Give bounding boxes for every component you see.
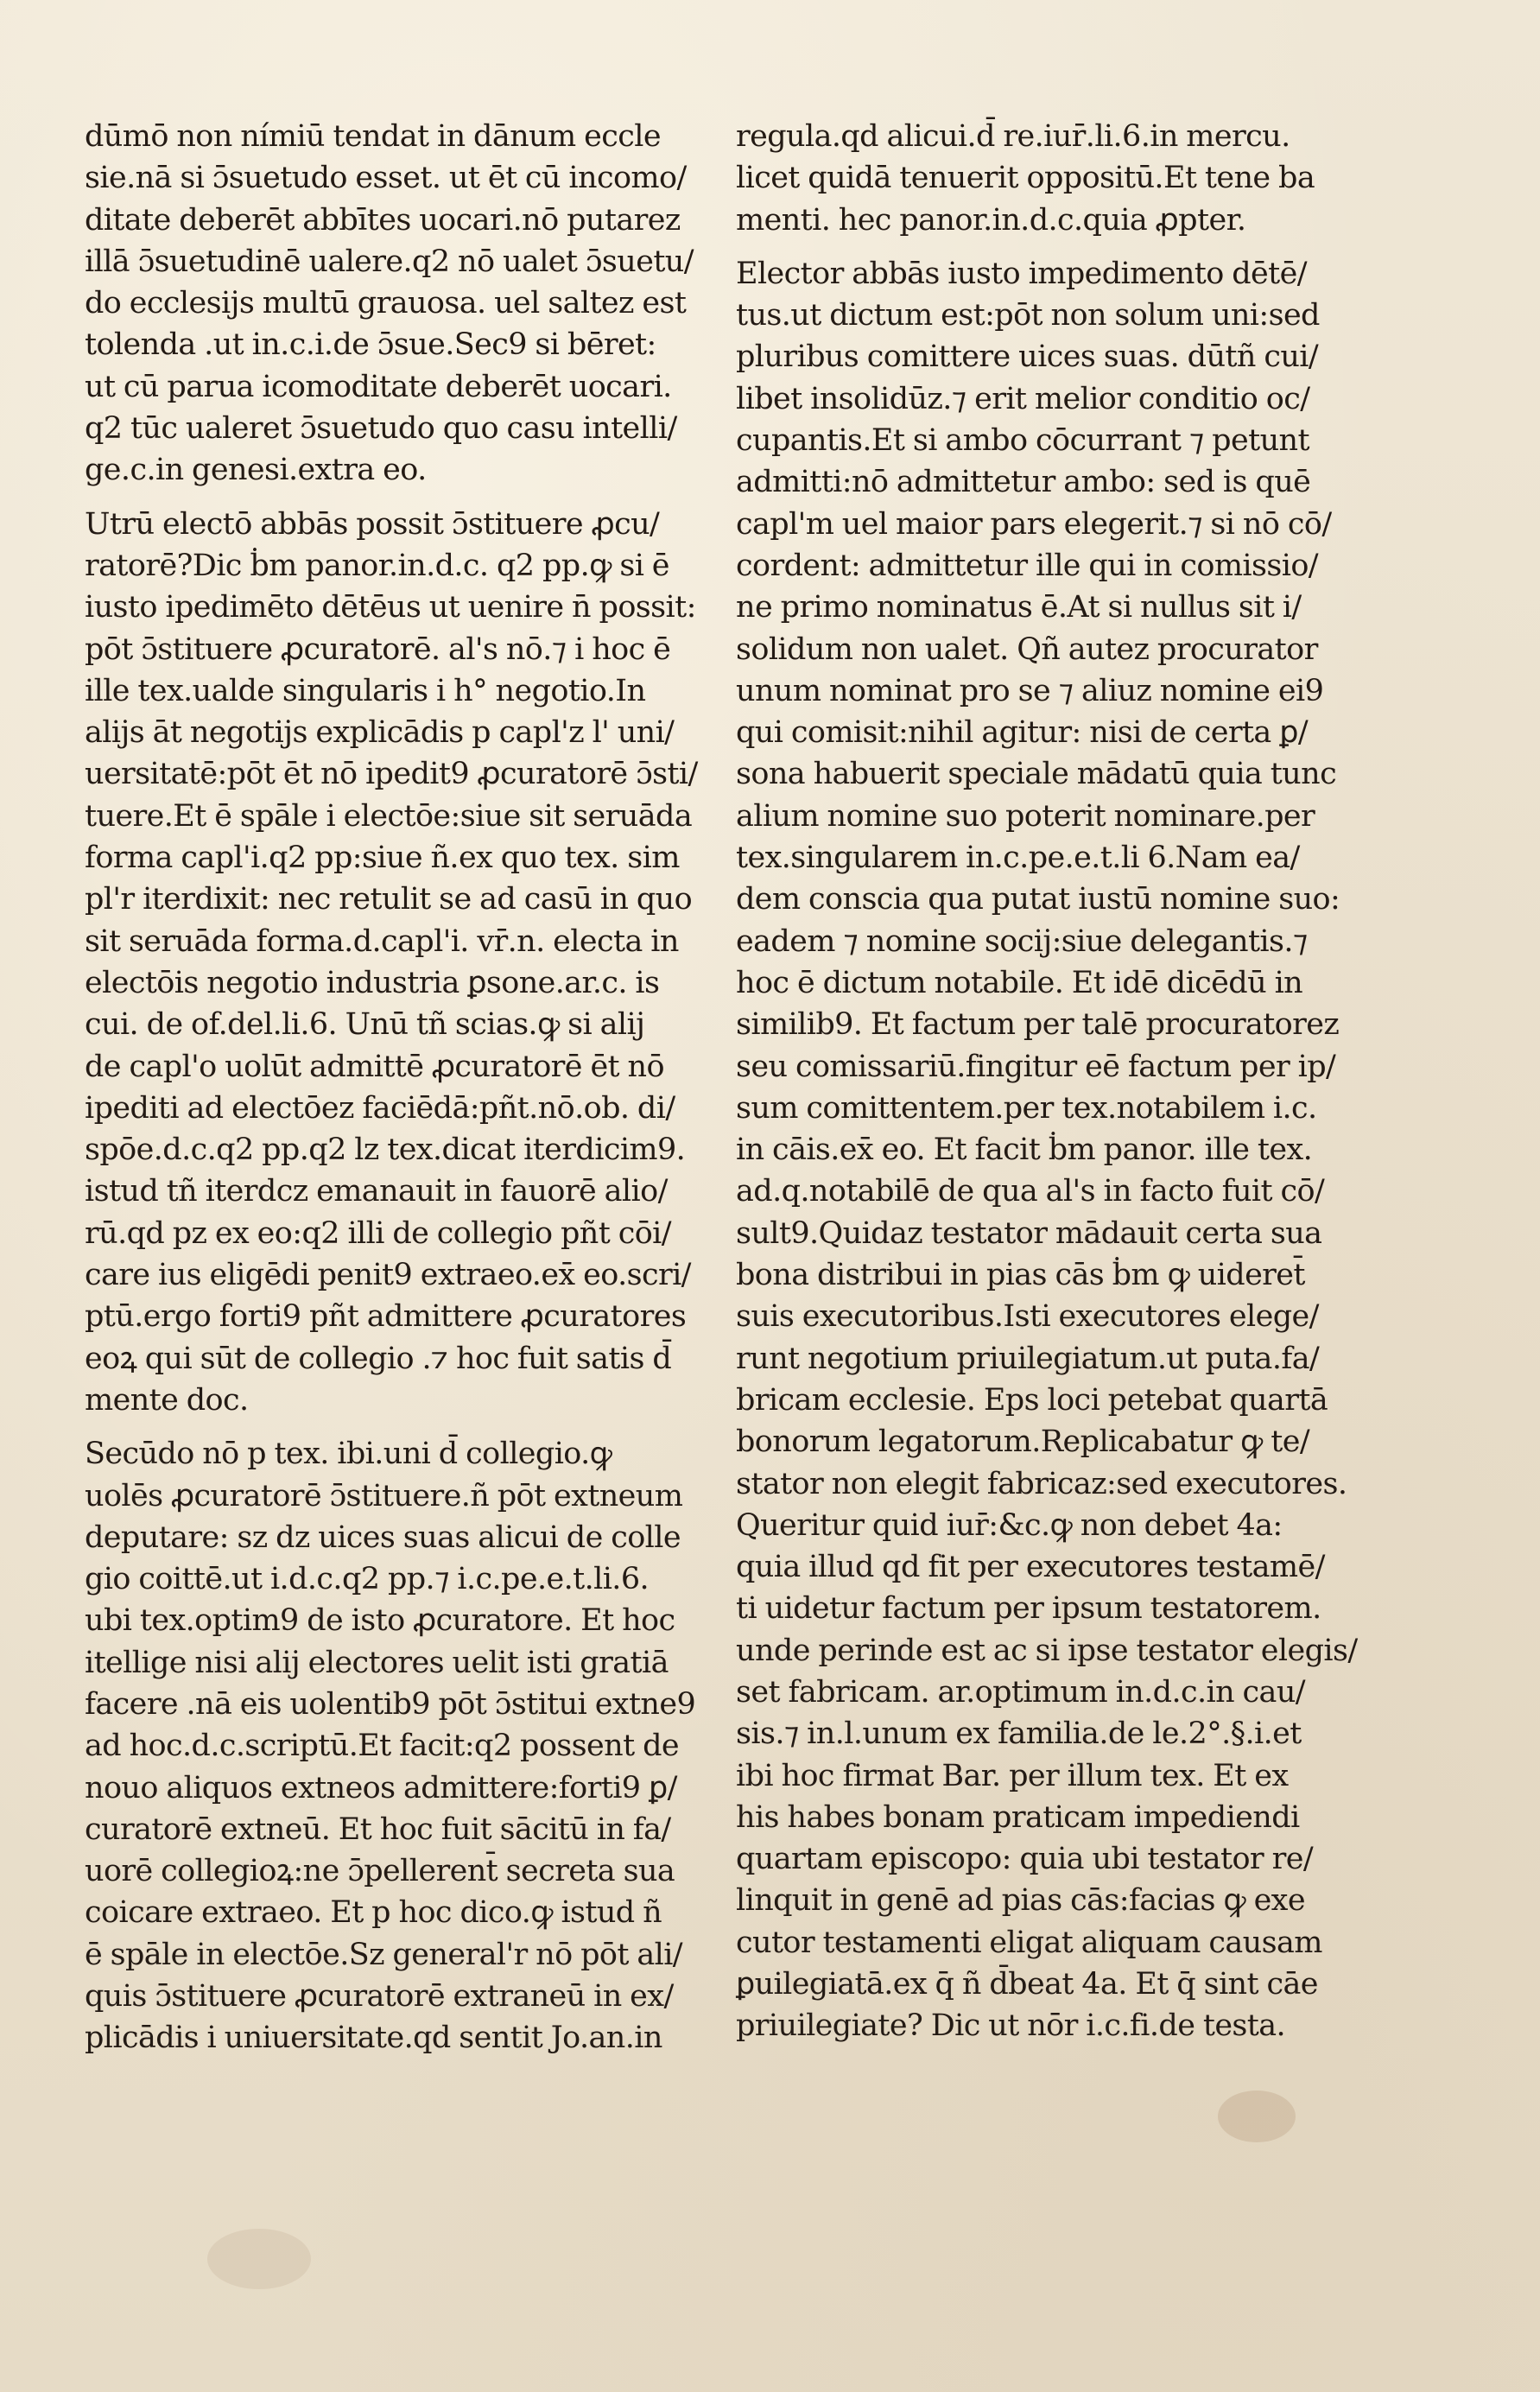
text-line: quartam episcopo: quia ubi testator re/	[736, 1842, 1314, 1877]
text-line: ad.q.notabilē de qua al's in facto fuit cō/	[736, 1174, 1325, 1209]
text-line: pl'r iterdixit: nec retulit se ad casū in quo	[85, 882, 693, 917]
text-line: ꝑuilegiatā.ex q̄ ñ d̄beat 4a. Et q̄ sint cāe	[736, 1967, 1318, 2002]
text-line: Utrū electō abbās possit ɔ̄stituere ꝓcu/	[85, 506, 660, 542]
paragraph-gap	[736, 241, 1384, 253]
text-line: regula.qd alicui.d̄ re.iur̄.li.6.in mercu.	[736, 119, 1290, 154]
text-line: his habes bonam praticam impediendi	[736, 1799, 1300, 1835]
text-line: forma capl'i.q2 pp:siue ñ.ex quo tex. sim	[85, 841, 680, 876]
text-line: bona distribui in pias cās ḃm ꝙ uideret̄	[736, 1258, 1305, 1293]
text-line: ge.c.in genesi.extra eo.	[85, 453, 427, 488]
text-line: similib9. Et factum per talē procuratorez	[736, 1007, 1340, 1043]
text-line: do ecclesijs multū grauosa. uel saltez est	[85, 286, 687, 321]
paragraph-gap	[85, 1421, 713, 1433]
text-line: q2 tūc ualeret ɔ̄suetudo quo casu intelli/	[85, 411, 677, 447]
text-line: spōe.d.c.q2 pp.q2 lz tex.dicat iterdicim9.	[85, 1133, 686, 1168]
text-line: deputare: sz dz uices suas alicui de colle	[85, 1520, 681, 1555]
paper-stain	[207, 2229, 311, 2289]
text-line: dūmō non nímiū tendat in dānum eccle	[85, 119, 661, 154]
text-line: tolenda .ut in.c.i.de ɔ̄sue.Sec9 si bēret:	[85, 327, 656, 363]
text-line: bricam ecclesie. Eps loci petebat quartā	[736, 1382, 1328, 1418]
text-line: tuere.Et ē spāle i electōe:siue sit seruāda	[85, 798, 693, 834]
text-line: suis executoribus.Isti executores elege/	[736, 1299, 1319, 1335]
text-line: in cāis.ex̄ eo. Et facit ḃm panor. ille tex.	[736, 1133, 1313, 1168]
paper-stain	[1218, 2091, 1296, 2142]
text-line: sona habuerit speciale mādatū quia tunc	[736, 757, 1337, 792]
text-line: sie.nā si ɔ̄suetudo esset. ut ēt cū incomo/	[85, 161, 687, 196]
text-line: curatorē extneū. Et hoc fuit sācitū in fa/	[85, 1811, 671, 1847]
text-line: uorē collegioꝝ:ne ɔ̄pellerent̄ secreta sua	[85, 1854, 675, 1889]
text-line: ipediti ad electōez faciēdā:pñt.nō.ob. di/	[85, 1090, 675, 1126]
text-line: ut cū parua icomoditate deberēt uocari.	[85, 369, 672, 404]
text-line: alijs āt negotijs explicādis p capl'z l' uni/	[85, 715, 675, 751]
text-line: hoc ē dictum notabile. Et idē dicēdū in	[736, 965, 1303, 1000]
text-line: ne primo nominatus ē.At si nullus sit i/	[736, 590, 1302, 625]
text-line: ē spāle in electōe.Sz general'r nō pōt ali/	[85, 1937, 682, 1972]
text-line: sult9.Quidaz testator mādauit certa sua	[736, 1215, 1322, 1251]
text-line: admitti:nō admittetur ambo: sed is quē	[736, 465, 1311, 500]
text-line: bonorum legatorum.Replicabatur ꝙ te/	[736, 1424, 1310, 1460]
text-line: libet insolidūz.⁊ erit melior conditio oc/	[736, 381, 1310, 416]
text-line: unum nominat pro se ⁊ aliuz nomine ei9	[736, 673, 1324, 708]
text-line: pluribus comittere uices suas. dūtñ cui/	[736, 339, 1319, 375]
text-line: solidum non ualet. Qñ autez procurator	[736, 631, 1318, 667]
text-line: eoꝝ qui sūt de collegio .⁊ hoc fuit satis d̄	[85, 1341, 672, 1376]
text-line: sum comittentem.per tex.notabilem i.c.	[736, 1090, 1317, 1126]
paragraph-gap	[85, 492, 713, 504]
text-line: uersitatē:pōt ēt nō ipedit9 ꝓcuratorē ɔ̄sti/	[85, 757, 698, 792]
text-line: Secūdo nō p tex. ibi.uni d̄ collegio.ꝙ	[85, 1437, 612, 1472]
text-line: cordent: admittetur ille qui in comissio/	[736, 548, 1318, 583]
text-line: seu comissariū.fingitur eē factum per ip/	[736, 1049, 1336, 1084]
text-line: de capl'o uolūt admittē ꝓcuratorē ēt nō	[85, 1049, 664, 1084]
text-line: tex.singularem in.c.pe.e.t.li 6.Nam ea/	[736, 841, 1300, 876]
text-line: ubi tex.optim9 de isto ꝓcuratore. Et hoc	[85, 1603, 675, 1639]
text-line: iusto ipedimēto dētēus ut uenire n̄ possit:	[85, 590, 696, 625]
text-line: coicare extraeo. Et p hoc dico.ꝙ istud ñ	[85, 1895, 662, 1931]
text-line: eadem ⁊ nomine socij:siue delegantis.⁊	[736, 923, 1308, 959]
text-line: tus.ut dictum est:pōt non solum uni:sed	[736, 298, 1320, 333]
text-line: illā ɔ̄suetudinē ualere.q2 nō ualet ɔ̄suetu/	[85, 244, 694, 279]
text-line: cupantis.Et si ambo cōcurrant ⁊ petunt	[736, 423, 1309, 459]
text-line: set fabricam. ar.optimum in.d.c.in cau/	[736, 1674, 1305, 1710]
text-line: quis ɔ̄stituere ꝓcuratorē extraneū in ex/	[85, 1979, 674, 2014]
text-line: care ius eligēdi penit9 extraeo.ex̄ eo.scri/	[85, 1258, 691, 1293]
text-line: electōis negotio industria ꝑsone.ar.c. is	[85, 965, 660, 1000]
text-line: dem conscia qua putat iustū nomine suo:	[736, 882, 1340, 917]
text-line: sis.⁊ in.l.unum ex familia.de le.2°.§.i.et	[736, 1716, 1302, 1752]
text-line: plicādis i uniuersitate.qd sentit Jo.an.in	[85, 2021, 662, 2056]
text-line: licet quidā tenuerit oppositū.Et tene ba	[736, 161, 1315, 196]
text-line: ille tex.ualde singularis i h° negotio.In	[85, 673, 646, 708]
text-line: alium nomine suo poterit nominare.per	[736, 798, 1315, 834]
text-line: istud tñ iterdcz emanauit in fauorē alio/	[85, 1174, 668, 1209]
text-line: ibi hoc firmat Bar. per illum tex. Et ex	[736, 1758, 1289, 1793]
left-text-column	[85, 116, 713, 2059]
text-line: pōt ɔ̄stituere ꝓcuratorē. al's nō.⁊ i hoc ē	[85, 631, 671, 667]
text-line: mente doc.	[85, 1382, 249, 1418]
text-line: menti. hec panor.in.d.c.quia ꝓpter.	[736, 202, 1246, 238]
text-line: linquit in genē ad pias cās:facias ꝙ exe	[736, 1883, 1305, 1919]
text-line: ratorē?Dic ḃm panor.in.d.c. q2 pp.ꝙ si ē	[85, 548, 669, 583]
text-line: ditate deberēt abbītes uocari.nō putarez	[85, 202, 681, 238]
text-line: runt negotium priuilegiatum.ut puta.fa/	[736, 1341, 1320, 1376]
text-line: ad hoc.d.c.scriptū.Et facit:q2 possent de	[85, 1729, 679, 1764]
text-line: ti uidetur factum per ipsum testatorem.	[736, 1591, 1321, 1627]
text-line: uolēs ꝓcuratorē ɔ̄stituere.ñ pōt extneum	[85, 1478, 683, 1513]
text-line: stator non elegit fabricaz:sed executores.	[736, 1466, 1347, 1501]
text-line: quia illud qd fit per executores testamē/	[736, 1550, 1325, 1585]
text-line: Elector abbās iusto impedimento dētē/	[736, 256, 1307, 291]
text-line: cui. de of.del.li.6. Unū tñ scias.ꝙ si alij	[85, 1007, 645, 1043]
text-line: ptū.ergo forti9 pñt admittere ꝓcuratores	[85, 1299, 687, 1335]
text-line: itellige nisi alij electores uelit isti gratiā	[85, 1645, 669, 1680]
right-text-column	[736, 116, 1384, 2047]
text-line: unde perinde est ac si ipse testator elegis/	[736, 1633, 1358, 1668]
text-line: qui comisit:nihil agitur: nisi de certa ꝑ/	[736, 715, 1309, 751]
text-line: sit seruāda forma.d.capl'i. vr̄.n. electa in	[85, 923, 679, 959]
text-line: priuilegiate? Dic ut nōr i.c.fi.de testa.	[736, 2008, 1286, 2044]
text-line: cutor testamenti eligat aliquam causam	[736, 1925, 1322, 1960]
text-line: gio coittē.ut i.d.c.q2 pp.⁊ i.c.pe.e.t.li.6.	[85, 1562, 650, 1597]
text-line: capl'm uel maior pars elegerit.⁊ si nō cō/	[736, 506, 1332, 542]
text-line: nouo aliquos extneos admittere:forti9 ꝑ/	[85, 1770, 677, 1805]
text-line: rū.qd pz ex eo:q2 illi de collegio pñt cōi/	[85, 1215, 671, 1251]
text-line: Queritur quid iur̄:&c.ꝙ non debet 4a:	[736, 1507, 1283, 1543]
text-line: facere .nā eis uolentib9 pōt ɔ̄stitui extne9	[85, 1686, 696, 1722]
